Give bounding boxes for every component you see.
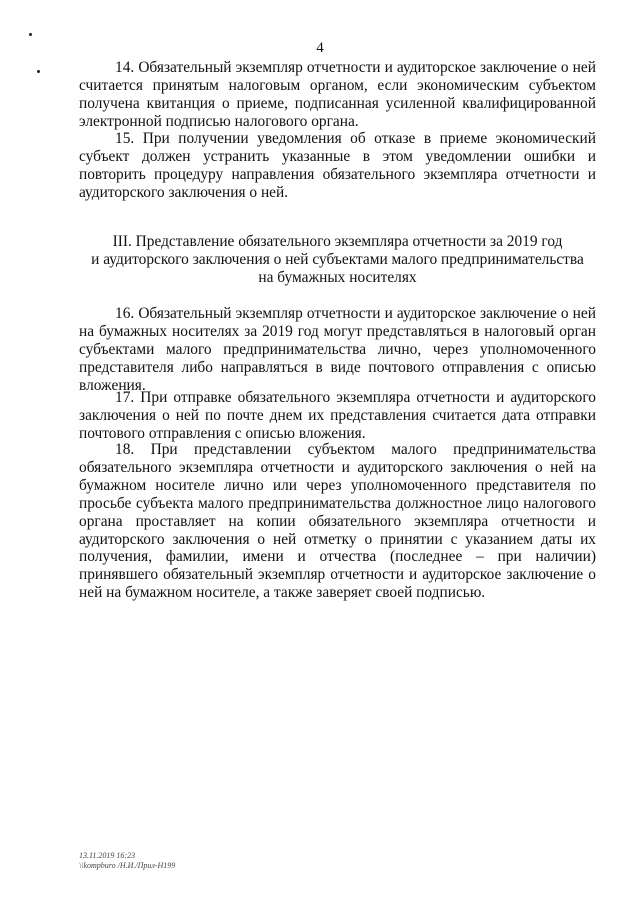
scan-mark [29, 33, 32, 36]
section-heading [79, 233, 596, 287]
scan-mark [37, 70, 40, 73]
section-heading-line-2: и аудиторского заключения о ней субъектами малого предпринимательства [91, 250, 584, 268]
footer-timestamp: 13.11.2019 16:23 [79, 851, 136, 860]
section-heading-line-3: на бумажных носителях [258, 268, 417, 286]
document-footer [79, 851, 175, 871]
paragraph-16: 16. Обязательный экземпляр отчетности и аудиторское заключение о ней на бумажных носителях за 2019 год могут представляться в налоговый орган субъектами малого предпринимательства лично, через уполномоченного представителя либо направляться в виде почтового отправления с описью вложения. [79, 305, 596, 394]
section-heading-line-1: III. Представление обязательного экземпляра отчетности за 2019 год [112, 233, 563, 250]
footer-file-path: \\kompburo /Н.И./Прил-Н199 [79, 861, 176, 870]
page-number: 4 [316, 40, 324, 56]
paragraph-15: 15. При получении уведомления об отказе в приеме экономический субъект должен устранить указанные в этом уведомлении ошибки и повторить процедуру направления обязательного экземпляра отчетности и аудиторского заключения о ней. [79, 130, 596, 201]
paragraph-14: 14. Обязательный экземпляр отчетности и аудиторское заключение о ней считается принятым налоговым органом, если экономическим субъектом получена квитанция о приеме, подписанная усиленной квалифицированной электронной подписью налогового органа. [79, 59, 596, 130]
paragraph-17: 17. При отправке обязательного экземпляра отчетности и аудиторского заключения о ней по почте днем их представления считается дата отправки почтового отправления с описью вложения. [79, 389, 596, 442]
paragraph-18: 18. При представлении субъектом малого предпринимательства обязательного экземпляра отчетности и аудиторского заключения о ней на бумажном носителе лично или через уполномоченного представителя по просьбе субъекта малого предпринимательства должностное лицо налогового органа проставляет на копии обязательного экземпляра отчетности и аудиторского заключения о ней отметку о принятии с указанием даты их получения, фамилии, имени и отчества (последнее – при наличии) принявшего обязательный экземпляр отчетности и аудиторское заключение о ней на бумажном носителе, а также заверяет своей подписью. [79, 441, 596, 602]
